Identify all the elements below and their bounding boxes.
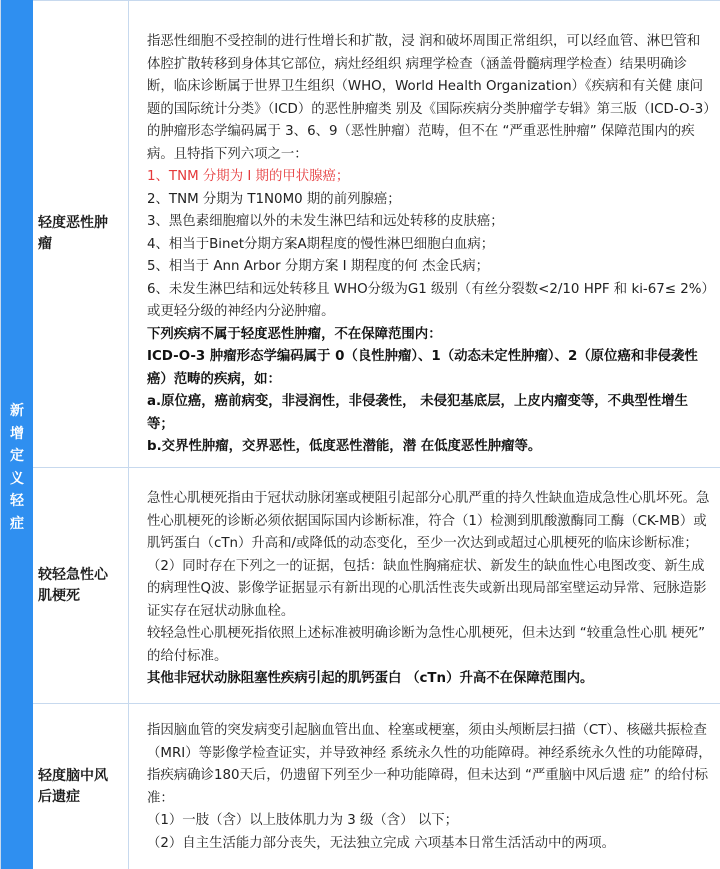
disease-description-cell bbox=[129, 1, 720, 467]
category-label: 新增定义轻症 bbox=[10, 403, 24, 532]
disease-name-cell bbox=[33, 704, 129, 869]
table-row-mild-stroke-sequelae bbox=[33, 703, 720, 869]
definition-paragraph: 急性心肌梗死指由于冠状动脉闭塞或梗阻引起部分心肌严重的持久性缺血造成急性心肌坏死。急性心肌梗死的诊断必须依据国际国内诊断标准，符合（1）检测到肌酸激酶同工酶（CK-MB）或肌钙蛋白（cTn）升高和/或降低的动态变化，至少一次达到或超过心肌梗死的临床诊断标准；（2）同时存在下列之一的证据，包括：缺血性胸痛症状、新发生的缺血性心电图改变、新生成的病理性Q波、影像学证据显示有新出现的心肌活性丧失或新出现局部室壁运动异常、冠脉造影证实存在冠状动脉血栓。 bbox=[147, 491, 710, 619]
disease-description bbox=[147, 720, 713, 855]
definition-paragraph: 较轻急性心肌梗死指依照上述标准被明确诊断为急性心肌梗死，但未达到 “较重急性心肌 梗死” 的给付标准。 bbox=[147, 626, 706, 664]
disease-name: 较轻急性心肌梗死 bbox=[38, 566, 108, 604]
list-item: 3、黑色素细胞瘤以外的未发生淋巴结和远处转移的皮肤癌； bbox=[147, 214, 504, 229]
table-row-light-malignant-tumor bbox=[33, 0, 720, 467]
list-item: 2、TNM 分期为 T1N0M0 期的前列腺癌； bbox=[147, 191, 401, 207]
list-item: 4、相当于Binet分期方案A期程度的慢性淋巴细胞白血病； bbox=[147, 236, 495, 252]
table-row-mild-acute-mi bbox=[33, 467, 720, 703]
exclusion-item: b.交界性肿瘤，交界恶性，低度恶性潜能，潜 在低度恶性肿瘤等。 bbox=[147, 439, 542, 454]
list-item: （2）自主生活能力部分丧失，无法独立完成 六项基本日常生活活动中的两项。 bbox=[147, 835, 616, 851]
disease-description bbox=[147, 31, 713, 459]
disease-name-cell bbox=[33, 1, 129, 467]
disease-description-cell bbox=[129, 468, 720, 703]
disease-name: 轻度脑中风后遗症 bbox=[38, 767, 108, 805]
definition-paragraph: 指因脑血管的突发病变引起脑血管出血、栓塞或梗塞，须由头颅断层扫描（CT）、核磁共振检查（MRI）等影像学检查证实，并导致神经 系统永久性的功能障碍。神经系统永久性的功能障碍，指疾病确诊180天后，仍遗留下列至少一种功能障碍，但未达到 “严重脑中风后遗 症” 的给付标准： bbox=[147, 723, 712, 806]
exclusion-item: a.原位癌，癌前病变，非浸润性，非侵袭性， 未侵犯基底层，上皮内瘤变等，不典型性增生等； bbox=[147, 394, 689, 432]
list-item: （1）一肢（含）以上肢体肌力为 3 级（含） 以下； bbox=[147, 813, 459, 828]
definition-paragraph: 指恶性细胞不受控制的进行性增长和扩散，浸 润和破坏周围正常组织，可以经血管、淋巴管和体腔扩散转移到身体其它部位，病灶经组织 病理学检查（涵盖骨髓病理学检查）结果明确诊断，临床诊断属于世界卫生组织（WHO，World Health Organization）《疾病和有关健 康问题的国际统计分类》（ICD）的恶性肿瘤类 别及《国际疾病分类肿瘤学专辑》第三版（ICD-O-3）的肿瘤形态学编码属于 3、6、9（恶性肿瘤）范畴，但不在 “严重恶性肿瘤” 保障范围内的疾病。且特指下列六项之一： bbox=[147, 34, 710, 162]
list-item: 1、TNM 分期为 I 期的甲状腺癌； bbox=[147, 169, 350, 184]
exclusion-paragraph: 其他非冠状动脉阻塞性疾病引起的肌钙蛋白 （cTn）升高不在保障范围内。 bbox=[147, 671, 594, 686]
disease-name-cell bbox=[33, 468, 129, 703]
exclusion-paragraph: ICD-O-3 肿瘤形态学编码属于 0（良性肿瘤）、1（动态未定性肿瘤）、2（原位癌和非侵袭性 癌）范畴的疾病，如： bbox=[147, 349, 698, 387]
disease-name: 轻度恶性肿瘤 bbox=[38, 215, 108, 252]
exclusion-heading: 下列疾病不属于轻度恶性肿瘤，不在保障范围内： bbox=[147, 326, 442, 342]
list-item: 5、相当于 Ann Arbor 分期方案 I 期程度的何 杰金氏病； bbox=[147, 259, 490, 274]
disease-description-cell bbox=[129, 704, 720, 869]
category-cell bbox=[1, 0, 33, 869]
list-item: 6、未发生淋巴结和远处转移且 WHO分级为G1 级别（有丝分裂数<2/10 HPF 和 ki-67≤ 2%）或更轻分级的神经内分泌肿瘤。 bbox=[147, 281, 709, 319]
disease-description bbox=[147, 488, 713, 691]
